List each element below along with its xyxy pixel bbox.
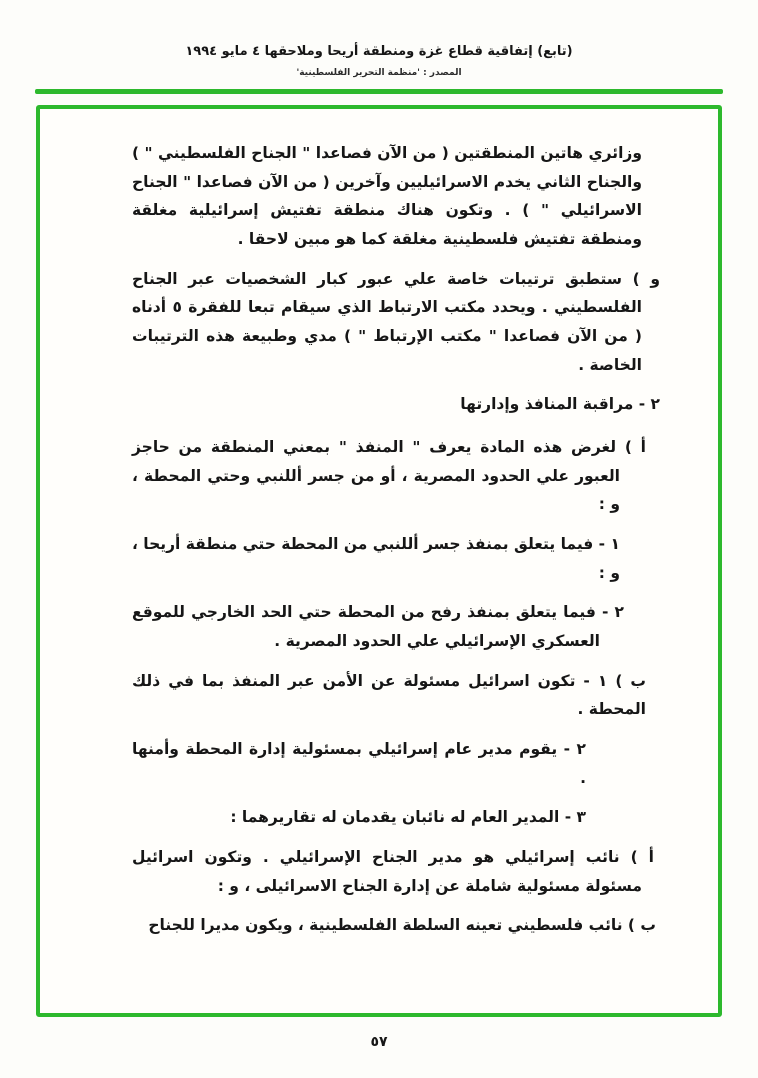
page-number: ٥٧ <box>370 1034 388 1050</box>
document-header <box>0 0 758 78</box>
paragraph-continuation: وزائري هاتين المنطقتين ( من الآن فصاعدا " الجناح الفلسطيني " ) والجناح الثاني يخدم الاسرائيليين وآخرين ( من الآن فصاعدا " الجناح الاسرائيلي " ) . وتكون هناك منطقة تفتيش إسرائيلية مغلقة ومنطقة تفتيش فلسطينية مغلقة كما هو مبين لاحقا . <box>132 144 642 249</box>
section-heading-2: ٢ - مراقبة المنافذ وإدارتها <box>460 395 660 414</box>
content-frame <box>36 105 722 1017</box>
paragraph-clause-waw: و ) ستطبق ترتيبات خاصة علي عبور كبار الشخصيات عبر الجناح الفلسطيني . ويحدد مكتب الارتباط الذي سيقام تبعا للفقرة ٥ أدناه ( من الآن فصاعدا " مكتب الإرتباط " ) مدي وطبيعة هذه الترتيبات الخاصة . <box>132 269 660 374</box>
header-divider <box>35 89 723 94</box>
paragraph-item-1: ١ - فيما يتعلق بمنفذ جسر أللنبي من المحطة حتي منطقة أريحا ، و : <box>131 535 620 582</box>
paragraph-item-2: ٢ - فيما يتعلق بمنفذ رفح من المحطة حتي الحد الخارجي للموقع العسكري الإسرائيلي علي الحدود المصرية . <box>132 603 624 651</box>
document-title: (تابع) إتفاقية قطاع غزة ومنطقة أريحا وملاحقها ٤ مايو ١٩٩٤ <box>185 44 573 59</box>
document-source: المصدر : 'منظمة التحرير الفلسطينية' <box>296 68 462 78</box>
document-footer <box>0 1031 758 1050</box>
paragraph-clause-ba-3: ٣ - المدير العام له نائبان يقدمان له تقاريرهما : <box>230 808 586 827</box>
paragraph-subclause-ba: ب ) نائب فلسطيني تعينه السلطة الفلسطينية ، ويكون مديرا للجناح <box>148 916 656 935</box>
paragraph-clause-ba-2: ٢ - يقوم مدير عام إسرائيلي بمسئولية إدارة المحطة وأمنها . <box>132 740 586 787</box>
paragraph-clause-alef: أ ) لغرض هذه المادة يعرف " المنفذ " بمعني المنطقة من حاجز العبور علي الحدود المصرية ، أو من جسر أللنبي وحتي المحطة ، و : <box>132 438 646 514</box>
paragraph-clause-ba-1: ب ) ١ - تكون اسرائيل مسئولة عن الأمن عبر المنفذ بما في ذلك المحطة . <box>132 671 647 719</box>
document-body <box>40 109 718 940</box>
paragraph-subclause-alef: أ ) نائب إسرائيلي هو مدير الجناح الإسرائيلي . وتكون اسرائيل مسئولة مسئولية شاملة عن إدارة الجناح الاسرائيلى ، و : <box>132 848 654 895</box>
